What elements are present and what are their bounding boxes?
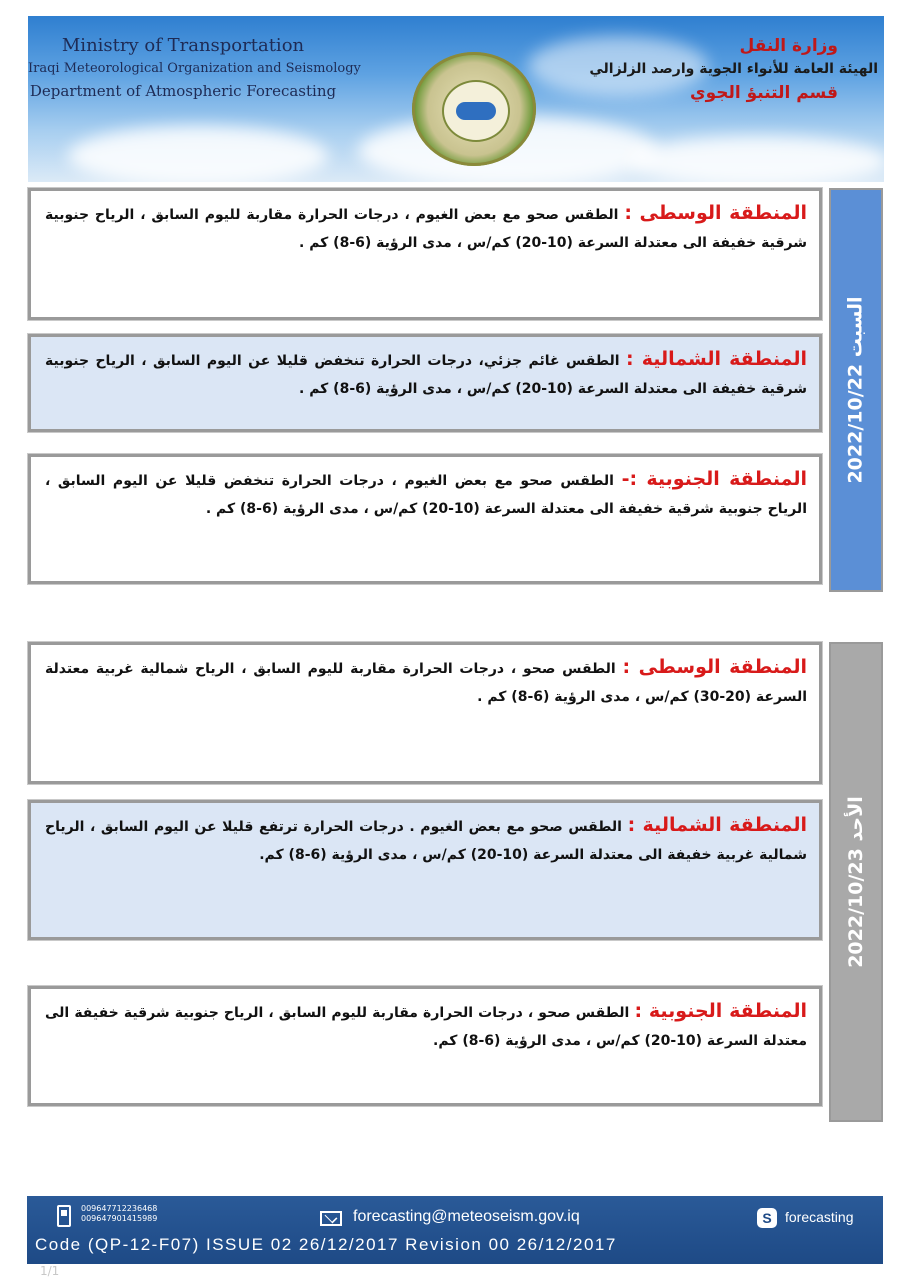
department-name-en: Department of Atmospheric Forecasting xyxy=(29,82,337,100)
forecast-box-central xyxy=(28,642,822,784)
forecast-text: الطقس صحو ، درجات الحرارة مقاربة لليوم السابق ، الرياح شمالية غربية معتدلة السرعة (20-30) كم/س ، مدى الرؤية (6-8) كم . xyxy=(45,661,807,705)
forecast-box-northern xyxy=(28,800,822,940)
phone-number: 009647712236468 xyxy=(81,1204,158,1213)
cloud-decoration xyxy=(68,126,328,182)
phone-icon xyxy=(57,1205,71,1227)
email-link[interactable]: forecasting@meteoseism.gov.iq xyxy=(353,1208,580,1225)
forecast-text: الطقس صحو ، درجات الحرارة مقاربة لليوم السابق ، الرياح جنوبية شرقية خفيفة الى معتدلة السرعة (10-20) كم/س ، مدى الرؤية (6-8) كم. xyxy=(45,1005,807,1049)
header-arabic-text xyxy=(589,34,884,106)
footer-bar xyxy=(27,1196,883,1264)
department-name-ar: قسم التنبؤ الجوي xyxy=(690,83,838,103)
organization-name-ar: الهيئة العامة للأنواء الجوية وارصد الزلزالي xyxy=(589,61,878,77)
document-code: Code (QP-12-F07) ISSUE 02 26/12/2017 Revision 00 26/12/2017 xyxy=(35,1235,617,1254)
region-title: المنطقة الجنوبية : xyxy=(634,1000,807,1022)
organization-logo xyxy=(412,52,536,166)
day-label-column xyxy=(829,642,883,1122)
organization-name-en: Iraqi Meteorological Organization and Seismology xyxy=(28,61,361,76)
region-title: المنطقة الجنوبية :- xyxy=(621,468,807,490)
region-title: المنطقة الشمالية : xyxy=(625,348,807,370)
header-banner xyxy=(28,16,884,182)
mail-icon xyxy=(320,1211,342,1226)
forecast-text: الطقس صحو مع بعض الغيوم ، درجات الحرارة مقاربة لليوم السابق ، الرياح جنوبية شرقية خفيفة الى معتدلة السرعة (10-20) كم/س ، مدى الرؤية (6-8) كم . xyxy=(45,207,807,251)
forecast-box-central xyxy=(28,188,822,320)
region-title: المنطقة الشمالية : xyxy=(627,814,808,836)
day-label: السبت 2022/10/22 xyxy=(845,296,868,484)
phone-numbers xyxy=(81,1204,157,1224)
skype-icon: S xyxy=(757,1208,777,1228)
skype-handle[interactable]: forecasting xyxy=(785,1209,854,1225)
region-title: المنطقة الوسطى : xyxy=(624,202,808,224)
forecast-box-southern xyxy=(28,986,822,1106)
page-number: 1/1 xyxy=(40,1264,60,1278)
header-english-text xyxy=(28,34,361,102)
day-label: الأحد 2022/10/23 xyxy=(845,796,867,968)
forecast-text: الطقس صحو مع بعض الغيوم ، درجات الحرارة تنخفض قليلا عن اليوم السابق ، الرياح جنوبية شرقية خفيفة الى معتدلة السرعة (10-20) كم/س ، مدى الرؤية (6-8) كم . xyxy=(45,473,807,517)
region-title: المنطقة الوسطى : xyxy=(622,656,808,678)
day-label-column xyxy=(829,188,883,592)
forecast-box-southern xyxy=(28,454,822,584)
ministry-name-en: Ministry of Transportation xyxy=(61,35,305,56)
cloud-decoration xyxy=(628,136,884,182)
phone-number: 009647901415989 xyxy=(81,1214,158,1223)
forecast-text: الطقس غائم جزئي، درجات الحرارة تنخفض قليلا عن اليوم السابق ، الرياح جنوبية شرقية خفيفة الى معتدلة السرعة (10-20) كم/س ، مدى الرؤية (6-8) كم . xyxy=(45,353,807,397)
ministry-name-ar: وزارة النقل xyxy=(739,36,838,56)
cloud-icon xyxy=(456,102,496,120)
forecast-box-northern xyxy=(28,334,822,432)
forecast-text: الطقس صحو مع بعض الغيوم . درجات الحرارة ترتفع قليلا عن اليوم السابق ، الرياح شمالية غربية خفيفة الى معتدلة السرعة (10-20) كم/س ، مدى الرؤية (6-8) كم. xyxy=(45,819,807,863)
